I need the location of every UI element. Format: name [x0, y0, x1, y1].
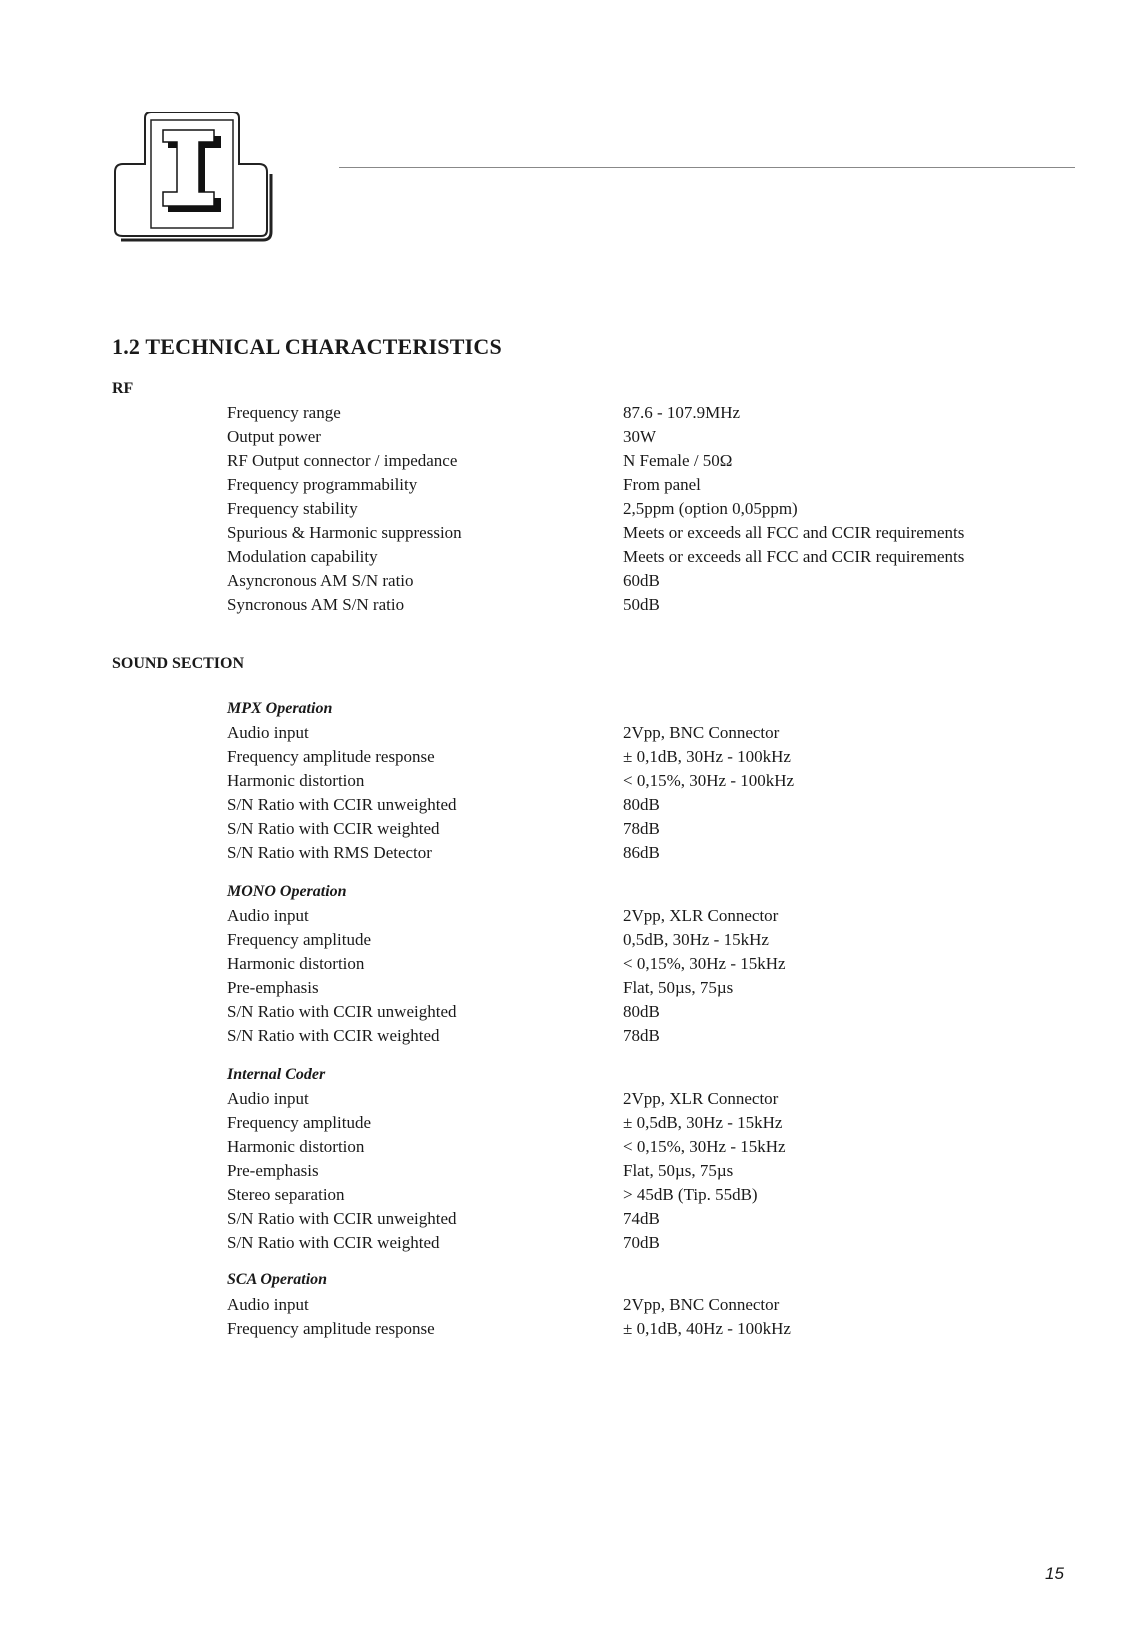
spec-parameter: S/N Ratio with CCIR unweighted — [227, 1002, 457, 1021]
spec-parameter: Harmonic distortion — [227, 954, 365, 973]
spec-value: 78dB — [623, 1026, 660, 1045]
spec-row — [227, 904, 1067, 928]
sca-operation-title: SCA Operation — [227, 1271, 328, 1288]
spec-parameter: Harmonic distortion — [227, 771, 365, 790]
sound-section-label: SOUND SECTION — [112, 655, 245, 672]
spec-value: 2Vpp, XLR Connector — [623, 906, 779, 925]
spec-value: > 45dB (Tip. 55dB) — [623, 1185, 758, 1204]
spec-row — [227, 401, 1067, 425]
rf-label: RF — [112, 380, 134, 397]
spec-row — [227, 841, 1067, 865]
spec-row — [227, 1000, 1067, 1024]
spec-value: N Female / 50Ω — [623, 451, 733, 470]
spec-value: 86dB — [623, 843, 660, 862]
spec-value: Meets or exceeds all FCC and CCIR requirements — [623, 523, 965, 542]
spec-parameter: Audio input — [227, 1295, 309, 1314]
logo-letter: I — [186, 174, 190, 185]
spec-parameter: Audio input — [227, 1089, 309, 1108]
spec-value: 87.6 - 107.9MHz — [623, 403, 741, 422]
spec-row — [227, 449, 1067, 473]
spec-value: ± 0,5dB, 30Hz - 15kHz — [623, 1113, 783, 1132]
spec-parameter: Pre-emphasis — [227, 1161, 319, 1180]
spec-parameter: Frequency amplitude response — [227, 747, 435, 766]
spec-value: 70dB — [623, 1233, 660, 1252]
spec-row — [227, 1111, 1067, 1135]
spec-row — [227, 745, 1067, 769]
mpx-operation-title: MPX Operation — [227, 700, 333, 717]
spec-parameter: Stereo separation — [227, 1185, 345, 1204]
spec-parameter: Spurious & Harmonic suppression — [227, 523, 462, 542]
spec-parameter: Syncronous AM S/N ratio — [227, 595, 405, 614]
spec-value: 2Vpp, BNC Connector — [623, 1295, 780, 1314]
spec-row — [227, 952, 1067, 976]
spec-value: 50dB — [623, 595, 660, 614]
spec-value: Flat, 50µs, 75µs — [623, 978, 734, 997]
spec-row — [227, 1293, 1067, 1317]
sca-spec-list — [227, 1293, 1067, 1341]
rf-spec-list — [227, 401, 1067, 617]
spec-parameter: Frequency range — [227, 403, 341, 422]
spec-value: 0,5dB, 30Hz - 15kHz — [623, 930, 769, 949]
spec-value: Meets or exceeds all FCC and CCIR requirements — [623, 547, 965, 566]
spec-parameter: Frequency stability — [227, 499, 358, 518]
spec-row — [227, 593, 1067, 617]
spec-row — [227, 1317, 1067, 1341]
spec-row — [227, 928, 1067, 952]
spec-parameter: Output power — [227, 427, 321, 446]
spec-parameter: Audio input — [227, 723, 309, 742]
spec-value: 74dB — [623, 1209, 660, 1228]
spec-parameter: S/N Ratio with CCIR unweighted — [227, 795, 457, 814]
spec-parameter: S/N Ratio with CCIR weighted — [227, 1026, 440, 1045]
spec-row — [227, 1087, 1067, 1111]
spec-value: 2,5ppm (option 0,05ppm) — [623, 499, 798, 518]
spec-row — [227, 769, 1067, 793]
coder-spec-list — [227, 1087, 1067, 1255]
spec-parameter: Frequency amplitude response — [227, 1319, 435, 1338]
spec-row — [227, 425, 1067, 449]
spec-row — [227, 1231, 1067, 1255]
spec-value: 80dB — [623, 1002, 660, 1021]
header-rule — [339, 167, 1075, 168]
spec-value: 2Vpp, BNC Connector — [623, 723, 780, 742]
spec-value: ± 0,1dB, 40Hz - 100kHz — [623, 1319, 791, 1338]
spec-value: Flat, 50µs, 75µs — [623, 1161, 734, 1180]
spec-parameter: Asyncronous AM S/N ratio — [227, 571, 414, 590]
spec-row — [227, 1024, 1067, 1048]
spec-parameter: S/N Ratio with CCIR unweighted — [227, 1209, 457, 1228]
section-i-emblem-icon — [113, 112, 283, 252]
spec-value: 30W — [623, 427, 657, 446]
spec-row — [227, 521, 1067, 545]
spec-value: < 0,15%, 30Hz - 100kHz — [623, 771, 795, 790]
spec-row — [227, 976, 1067, 1000]
spec-parameter: Modulation capability — [227, 547, 378, 566]
mono-operation-title: MONO Operation — [227, 883, 347, 900]
section-heading: 1.2 TECHNICAL CHARACTERISTICS — [112, 334, 502, 359]
spec-row — [227, 569, 1067, 593]
spec-row — [227, 1207, 1067, 1231]
spec-row — [227, 1183, 1067, 1207]
spec-row — [227, 1159, 1067, 1183]
spec-row — [227, 793, 1067, 817]
spec-row — [227, 545, 1067, 569]
mpx-spec-list — [227, 721, 1067, 865]
spec-parameter: S/N Ratio with RMS Detector — [227, 843, 432, 862]
mono-spec-list — [227, 904, 1067, 1048]
spec-parameter: Frequency amplitude — [227, 1113, 371, 1132]
spec-row — [227, 473, 1067, 497]
spec-parameter: Frequency amplitude — [227, 930, 371, 949]
spec-value: From panel — [623, 475, 701, 494]
spec-value: < 0,15%, 30Hz - 15kHz — [623, 954, 786, 973]
spec-row — [227, 1135, 1067, 1159]
spec-row — [227, 497, 1067, 521]
spec-value: 2Vpp, XLR Connector — [623, 1089, 779, 1108]
spec-row — [227, 817, 1067, 841]
spec-parameter: S/N Ratio with CCIR weighted — [227, 819, 440, 838]
spec-value: < 0,15%, 30Hz - 15kHz — [623, 1137, 786, 1156]
spec-value: 80dB — [623, 795, 660, 814]
page-number: 15 — [1045, 1564, 1064, 1583]
spec-parameter: S/N Ratio with CCIR weighted — [227, 1233, 440, 1252]
spec-parameter: RF Output connector / impedance — [227, 451, 458, 470]
spec-value: ± 0,1dB, 30Hz - 100kHz — [623, 747, 791, 766]
spec-parameter: Harmonic distortion — [227, 1137, 365, 1156]
spec-parameter: Frequency programmability — [227, 475, 418, 494]
spec-parameter: Pre-emphasis — [227, 978, 319, 997]
internal-coder-title: Internal Coder — [227, 1066, 326, 1083]
spec-row — [227, 721, 1067, 745]
spec-value: 78dB — [623, 819, 660, 838]
spec-value: 60dB — [623, 571, 660, 590]
spec-parameter: Audio input — [227, 906, 309, 925]
